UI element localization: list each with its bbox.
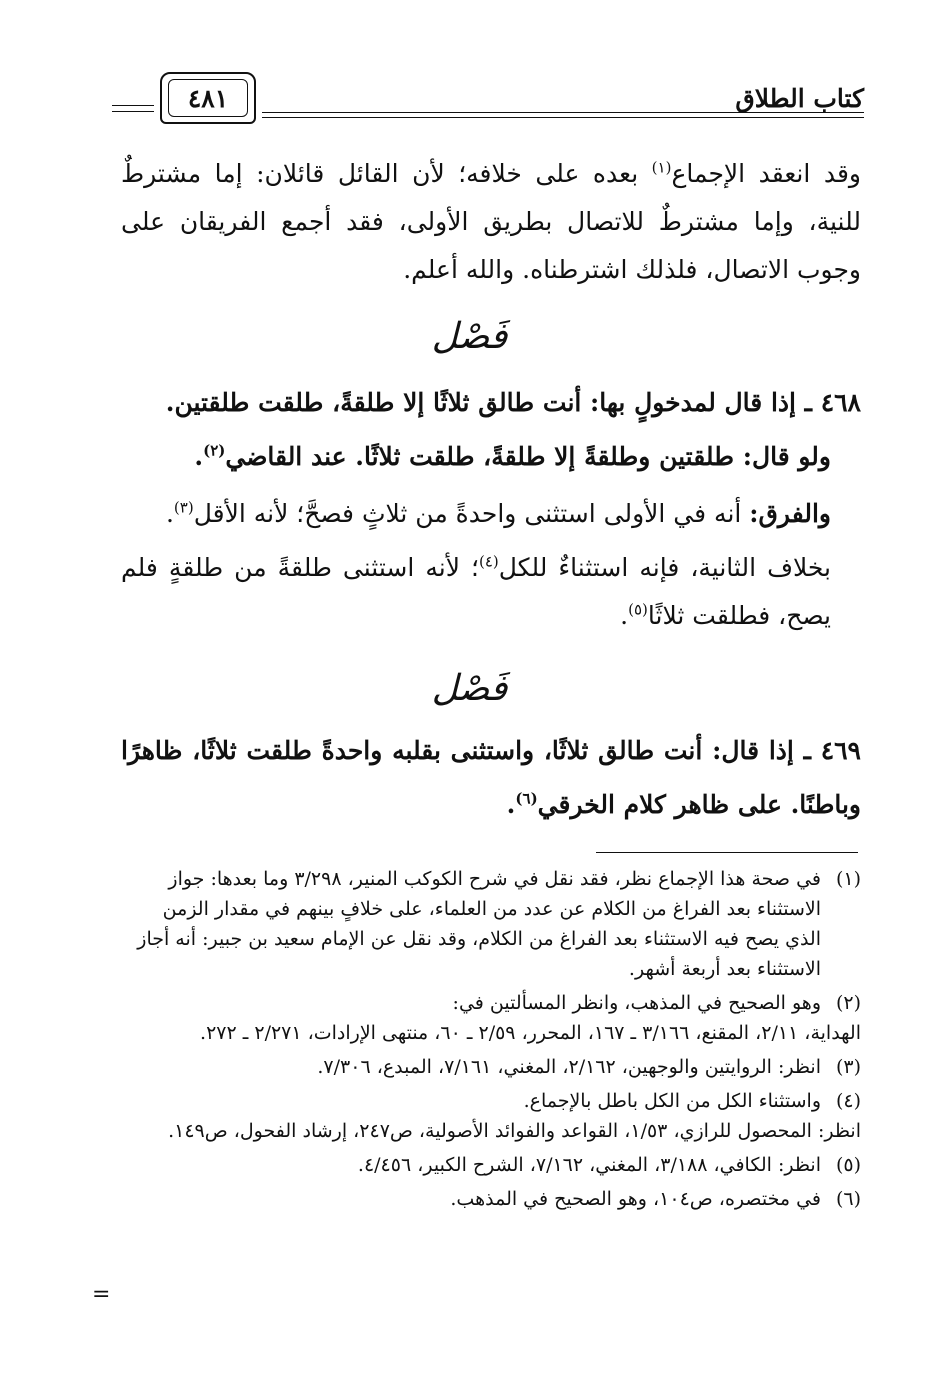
footnotes-list — [121, 864, 861, 1218]
issue-469-text: ٤٦٩ ـ إذا قال: أنت طالق ثلاثًا، واستثنى بقلبه واحدةً طلقت ثلاثًا، ظاهرًا وباطنًا. على ظاهر كلام الخرقي — [121, 736, 861, 819]
paragraph-text: بعده على خلافه؛ لأن القائل قائلان: إما مشترطٌ للنية، وإما مشترطٌ للاتصال بطريق الأولى، فقد أجمع الفريقان على وجوب الاتصال، فلذلك اشترطناه. والله أعلم. — [121, 159, 861, 284]
issue-468-statement: ٤٦٨ ـ إذا قال لمدخولٍ بها: أنت طالق ثلاثًا إلا طلقةً، طلقت طلقتين. — [165, 388, 861, 417]
footnote-number: (٦) — [835, 1188, 861, 1210]
footnote-ref-6[interactable]: (٦) — [515, 789, 538, 808]
footnote-ref-5[interactable]: (٥) — [628, 600, 648, 619]
section-heading-fasl-2: فَصْل — [431, 668, 508, 709]
footnote-item — [121, 1086, 861, 1146]
footnote-item — [121, 988, 861, 1048]
issue-468-second-text: ولو قال: طلقتين وطلقةً إلا طلقةً، طلقت ثلاثًا. عند القاضي — [225, 442, 831, 471]
header-rule-left — [112, 105, 154, 106]
footnote-continuation: انظر: المحصول للرازي، ١/٥٣، القواعد والفوائد الأصولية، ص٢٤٧، إرشاد الفحول، ص١٤٩. — [168, 1120, 861, 1142]
header-rule-right — [262, 112, 864, 113]
footnote-number: (٢) — [835, 992, 861, 1014]
punctuation: . — [506, 790, 516, 819]
difference-label: والفرق: — [749, 499, 831, 528]
punctuation: . — [620, 601, 629, 630]
punctuation: . — [194, 442, 204, 471]
paragraph-text: وقد انعقد الإجماع — [671, 159, 861, 188]
page-number-frame — [160, 72, 256, 124]
footnote-ref-3[interactable]: (٣) — [173, 498, 194, 517]
footnote-number: (١) — [835, 868, 861, 890]
punctuation: . — [165, 499, 174, 528]
difference-text: أنه في الأولى استثنى واحدةً من ثلاثٍ فصحَّ؛ لأنه الأقل — [193, 499, 750, 528]
footnote-item — [121, 1052, 861, 1082]
contrast-text: بخلاف الثانية، فإنه استثناءٌ للكل — [498, 553, 832, 582]
footnote-text: انظر: الروايتين والوجهين، ٢/١٦٢، المغني، ٧/١٦١، المبدع، ٧/٣٠٦. — [317, 1056, 821, 1078]
issue-469 — [121, 724, 861, 832]
footnote-ref-4[interactable]: (٤) — [478, 552, 499, 571]
footnote-text: في صحة هذا الإجماع نظر، فقد نقل في شرح الكوكب المنير، ٣/٢٩٨ وما بعدها: جواز الاستثناء بعد الفراغ من الكلام عن عدد من العلماء، على خلافٍ بينهم في مقدار الزمن الذي يصح فيه الاستثناء بعد الفراغ من الكلام، وقد نقل عن الإمام سعيد بن جبير: أنه أجاز الاستثناء بعد أربعة أشهر. — [137, 868, 821, 980]
footnote-text: وهو الصحيح في المذهب، وانظر المسألتين في: — [452, 992, 821, 1014]
footnote-item — [121, 1150, 861, 1180]
footnote-item — [121, 864, 861, 984]
footnote-text: واستثناء الكل من الكل باطل بالإجماع. — [523, 1090, 821, 1112]
issue-468 — [121, 376, 861, 640]
header-rule-left-2 — [112, 111, 154, 112]
paragraph-ijma — [121, 150, 861, 294]
page-header — [112, 70, 864, 130]
footnote-ref-2[interactable]: (٢) — [203, 441, 226, 460]
margin-continuation-mark: = — [92, 1282, 111, 1307]
footnote-continuation: الهداية، ٢/١١، المقنع، ٣/١٦٦ ـ ١٦٧، المحرر، ٢/٥٩ ـ ٦٠، منتهى الإرادات، ٢/٢٧١ ـ ٢٧٢. — [200, 1022, 861, 1044]
running-book-title: كتاب الطلاق — [735, 84, 864, 113]
header-rule-right-2 — [262, 117, 864, 118]
footnote-item — [121, 1184, 861, 1214]
footnote-number: (٥) — [835, 1154, 861, 1176]
issue-468-contrast — [121, 544, 861, 640]
issue-468-difference — [121, 490, 861, 538]
page-number: ٤٨١ — [187, 83, 229, 113]
contrast-text: ؛ لأنه استثنى طلقةً من طلقةٍ فلم يصح، فطلقت ثلاثًا — [121, 553, 831, 630]
footnote-text: انظر: الكافي، ٣/١٨٨، المغني، ٧/١٦٢، الشرح الكبير، ٤/٤٥٦. — [357, 1154, 821, 1176]
issue-468-second-case — [121, 430, 861, 484]
footnote-number: (٣) — [835, 1056, 861, 1078]
footnote-number: (٤) — [835, 1090, 861, 1112]
footnote-separator — [596, 852, 858, 853]
footnote-ref-1[interactable]: (١) — [651, 158, 672, 177]
footnote-text: في مختصره، ص١٠٤، وهو الصحيح في المذهب. — [450, 1188, 821, 1210]
section-heading-fasl: فَصْل — [431, 316, 508, 357]
